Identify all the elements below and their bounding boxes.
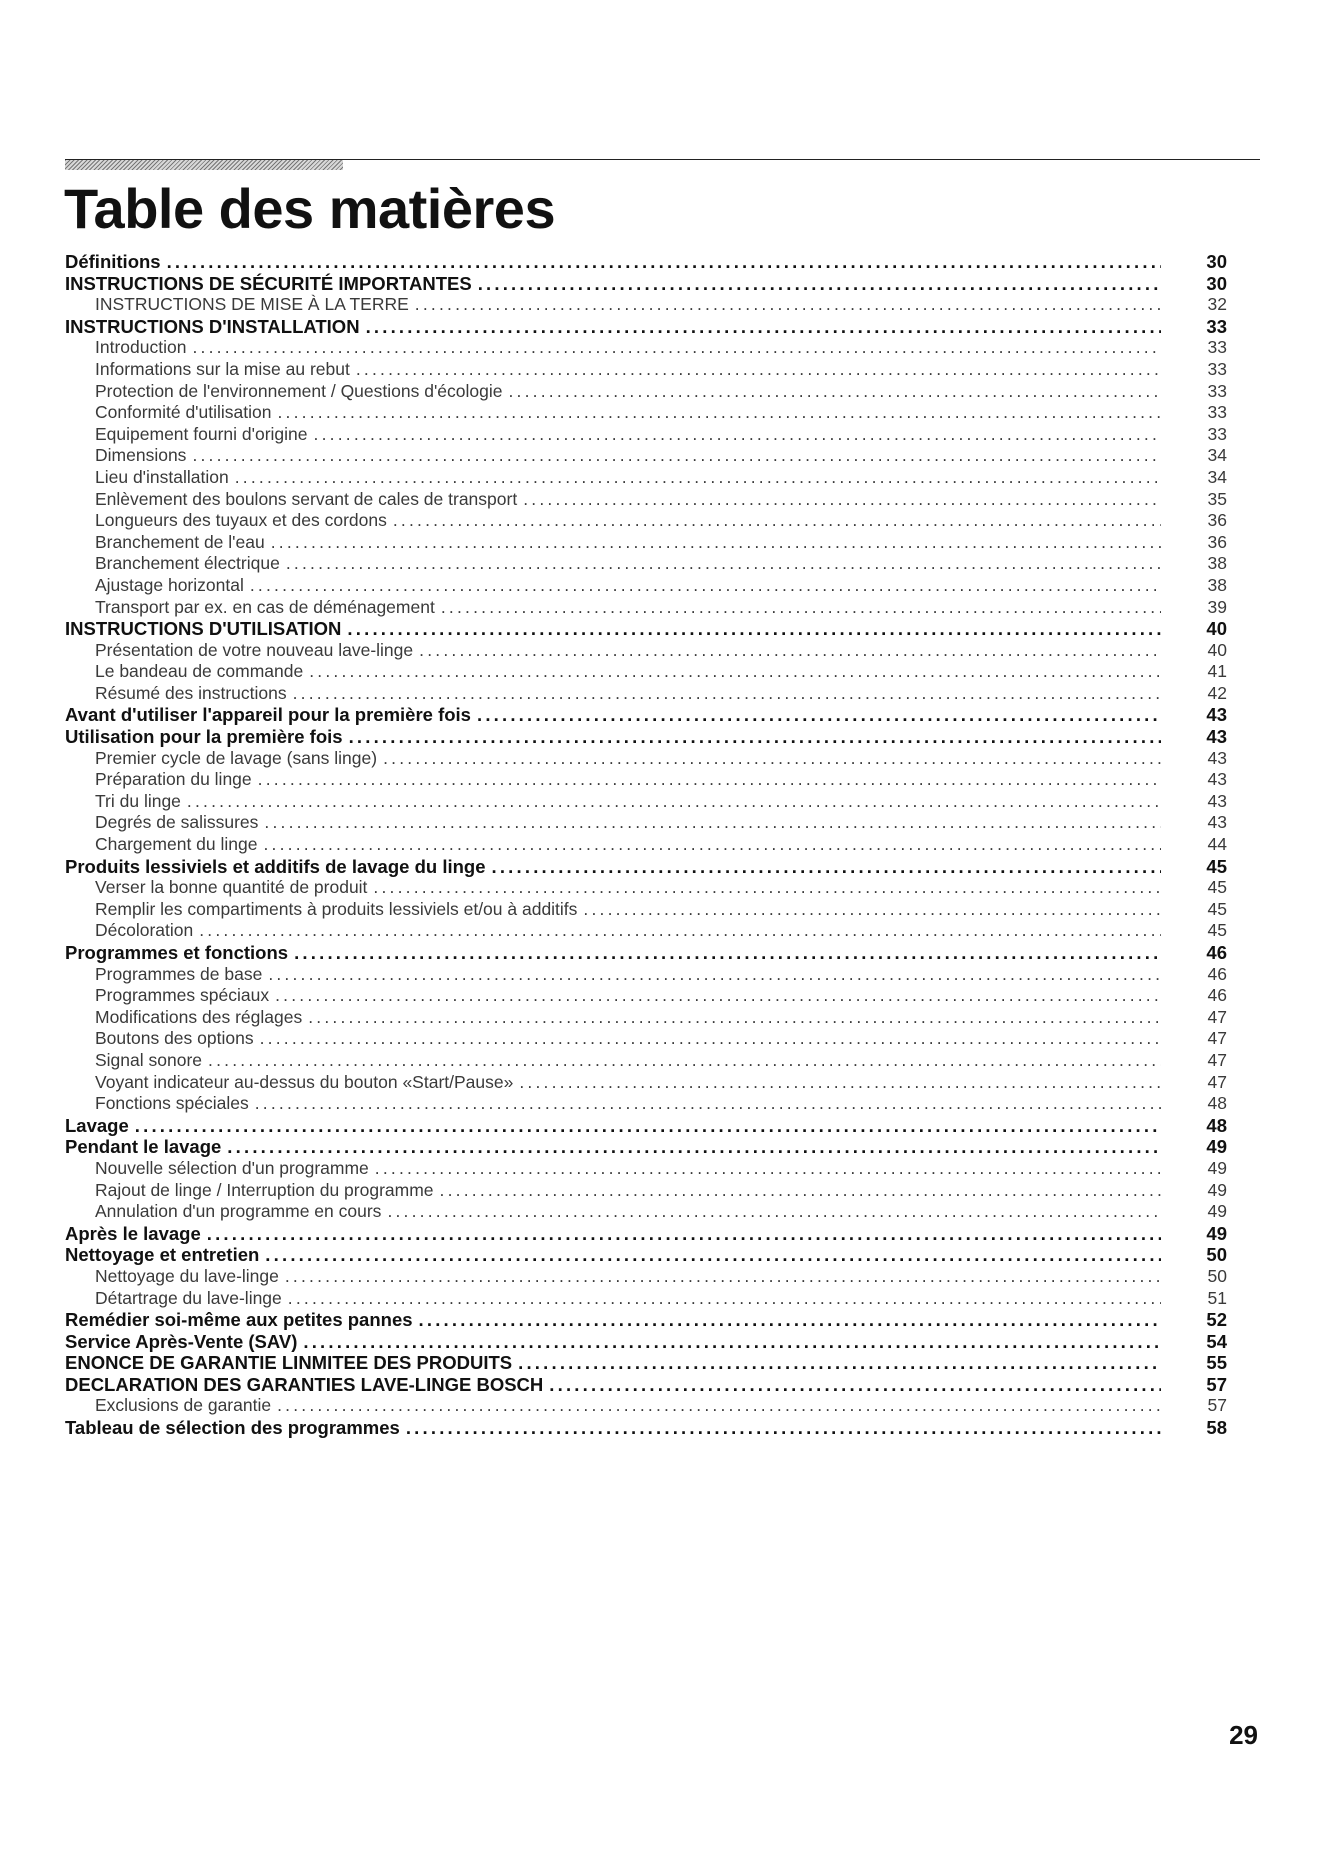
toc-dot-leader: [285, 1266, 1161, 1287]
toc-dot-leader: [288, 1288, 1161, 1309]
toc-dot-leader: [263, 834, 1161, 855]
toc-entry-title: Dimensions: [95, 445, 187, 466]
toc-entry-page: 48: [1206, 1114, 1227, 1136]
toc-dot-leader: [519, 1072, 1161, 1093]
toc-section-entry: [65, 856, 1227, 878]
toc-entry-title: Tri du linge: [95, 790, 181, 811]
page-number: 29: [1229, 1720, 1258, 1750]
toc-section-entry: [65, 1115, 1227, 1137]
toc-dot-leader: [356, 359, 1161, 380]
toc-subsection-entry: [65, 1158, 1227, 1180]
toc-entry-page: 40: [1206, 618, 1227, 640]
toc-entry-title: Nettoyage du lave-linge: [95, 1265, 279, 1286]
toc-entry-page: 49: [1207, 1201, 1227, 1222]
toc-subsection-entry: [65, 791, 1227, 813]
toc-entry-title: ENONCE DE GARANTIE LINMITEE DES PRODUITS: [65, 1352, 513, 1374]
toc-subsection-entry: [65, 985, 1227, 1007]
toc-entry-page: 43: [1206, 726, 1227, 748]
toc-dot-leader: [583, 899, 1161, 920]
toc-dot-leader: [271, 532, 1161, 553]
toc-entry-title: Préparation du linge: [95, 769, 252, 790]
toc-section-entry: [65, 1309, 1227, 1331]
toc-dot-leader: [508, 381, 1161, 402]
toc-subsection-entry: [65, 640, 1227, 662]
toc-dot-leader: [207, 1223, 1161, 1245]
toc-entry-page: 46: [1206, 942, 1227, 963]
toc-entry-page: 40: [1207, 639, 1227, 660]
toc-subsection-entry: [65, 1093, 1227, 1115]
toc-subsection-entry: [65, 510, 1227, 532]
toc-entry-page: 30: [1206, 251, 1227, 272]
toc-dot-leader: [393, 510, 1161, 531]
toc-section-entry: [65, 1352, 1227, 1374]
toc-section-entry: [65, 1374, 1227, 1396]
toc-section-entry: [65, 273, 1227, 295]
toc-entry-page: 33: [1207, 402, 1227, 423]
toc-subsection-entry: [65, 1266, 1227, 1288]
toc-entry-title: INSTRUCTIONS D'INSTALLATION: [65, 315, 360, 337]
toc-subsection-entry: [65, 1288, 1227, 1310]
toc-entry-page: 47: [1207, 1006, 1227, 1027]
toc-entry-page: 45: [1206, 855, 1227, 877]
table-of-contents: [65, 251, 1227, 1439]
toc-entry-title: Pendant le lavage: [65, 1136, 222, 1158]
toc-entry-title: Transport par ex. en cas de déménagement: [95, 596, 435, 617]
toc-entry-title: Résumé des instructions: [95, 682, 287, 703]
toc-dot-leader: [387, 1201, 1161, 1222]
toc-subsection-entry: [65, 1201, 1227, 1223]
toc-entry-page: 45: [1207, 877, 1227, 898]
toc-entry-page: 50: [1206, 1244, 1227, 1266]
toc-entry-page: 46: [1207, 985, 1227, 1006]
toc-entry-page: 30: [1206, 272, 1227, 294]
toc-entry-page: 38: [1207, 574, 1227, 595]
toc-entry-title: Présentation de votre nouveau lave-linge: [95, 639, 414, 660]
header-hatch-bar: [65, 160, 343, 170]
toc-entry-page: 43: [1207, 812, 1227, 833]
toc-subsection-entry: [65, 1180, 1227, 1202]
toc-dot-leader: [258, 769, 1161, 790]
toc-subsection-entry: [65, 294, 1227, 316]
toc-dot-leader: [440, 1180, 1161, 1201]
toc-subsection-entry: [65, 402, 1227, 424]
toc-entry-title: Décoloration: [95, 920, 194, 941]
toc-dot-leader: [314, 424, 1161, 445]
toc-entry-title: Protection de l'environnement / Questions d'écologie: [95, 380, 503, 401]
toc-entry-title: Conformité d'utilisation: [95, 402, 272, 423]
toc-entry-page: 36: [1207, 510, 1227, 531]
toc-section-entry: [65, 1136, 1227, 1158]
toc-dot-leader: [375, 1158, 1161, 1179]
toc-entry-page: 33: [1207, 358, 1227, 379]
toc-entry-title: Service Après-Vente (SAV): [65, 1330, 298, 1352]
toc-entry-title: Remédier soi-même aux petites pannes: [65, 1309, 413, 1331]
toc-dot-leader: [441, 597, 1161, 618]
toc-entry-title: Rajout de linge / Interruption du programme: [95, 1179, 434, 1200]
toc-entry-page: 43: [1207, 790, 1227, 811]
toc-entry-page: 45: [1207, 898, 1227, 919]
toc-dot-leader: [518, 1352, 1161, 1374]
toc-dot-leader: [294, 942, 1161, 964]
toc-entry-title: Fonctions spéciales: [95, 1093, 249, 1114]
toc-subsection-entry: [65, 899, 1227, 921]
toc-subsection-entry: [65, 337, 1227, 359]
toc-entry-page: 46: [1207, 963, 1227, 984]
toc-entry-page: 33: [1207, 380, 1227, 401]
toc-entry-title: Le bandeau de commande: [95, 661, 304, 682]
toc-entry-page: 45: [1207, 920, 1227, 941]
toc-entry-page: 35: [1207, 488, 1227, 509]
toc-entry-title: Longueurs des tuyaux et des cordons: [95, 510, 387, 531]
toc-entry-title: Nouvelle sélection d'un programme: [95, 1157, 369, 1178]
toc-section-entry: [65, 1223, 1227, 1245]
toc-entry-page: 33: [1206, 315, 1227, 337]
toc-subsection-entry: [65, 1028, 1227, 1050]
toc-dot-leader: [260, 1028, 1161, 1049]
toc-section-entry: [65, 316, 1227, 338]
toc-entry-page: 51: [1207, 1287, 1227, 1308]
toc-entry-title: Chargement du linge: [95, 834, 258, 855]
toc-entry-title: Après le lavage: [65, 1222, 201, 1244]
toc-entry-title: Degrés de salissures: [95, 812, 259, 833]
toc-dot-leader: [477, 704, 1161, 726]
toc-dot-leader: [286, 553, 1161, 574]
toc-dot-leader: [347, 618, 1161, 640]
toc-entry-title: Nettoyage et entretien: [65, 1244, 260, 1266]
toc-entry-page: 42: [1207, 682, 1227, 703]
toc-dot-leader: [492, 856, 1162, 878]
toc-entry-title: INSTRUCTIONS DE MISE À LA TERRE: [95, 294, 409, 315]
toc-dot-leader: [419, 1309, 1161, 1331]
toc-entry-title: Informations sur la mise au rebut: [95, 358, 350, 379]
toc-dot-leader: [349, 726, 1161, 748]
toc-entry-page: 54: [1206, 1330, 1227, 1352]
toc-dot-leader: [523, 489, 1161, 510]
toc-entry-title: Voyant indicateur au-dessus du bouton «Start/Pause»: [95, 1071, 514, 1092]
toc-entry-page: 43: [1207, 747, 1227, 768]
toc-entry-title: Programmes spéciaux: [95, 985, 270, 1006]
toc-entry-page: 55: [1206, 1352, 1227, 1374]
toc-entry-page: 39: [1207, 596, 1227, 617]
toc-dot-leader: [366, 316, 1161, 338]
toc-subsection-entry: [65, 597, 1227, 619]
toc-entry-page: 33: [1207, 423, 1227, 444]
toc-entry-title: Premier cycle de lavage (sans linge): [95, 747, 378, 768]
toc-entry-title: Branchement de l'eau: [95, 531, 265, 552]
toc-entry-page: 44: [1207, 834, 1227, 855]
toc-subsection-entry: [65, 683, 1227, 705]
toc-dot-leader: [192, 445, 1161, 466]
toc-entry-page: 43: [1206, 704, 1227, 726]
toc-entry-title: Modifications des réglages: [95, 1006, 303, 1027]
toc-entry-page: 57: [1206, 1373, 1227, 1395]
toc-subsection-entry: [65, 424, 1227, 446]
toc-subsection-entry: [65, 964, 1227, 986]
toc-subsection-entry: [65, 769, 1227, 791]
toc-dot-leader: [419, 640, 1161, 661]
toc-entry-title: Détartrage du lave-linge: [95, 1287, 282, 1308]
toc-subsection-entry: [65, 575, 1227, 597]
toc-entry-title: DECLARATION DES GARANTIES LAVE-LINGE BOSCH: [65, 1373, 544, 1395]
toc-dot-leader: [227, 1136, 1161, 1158]
toc-dot-leader: [250, 575, 1161, 596]
toc-dot-leader: [187, 791, 1161, 812]
toc-section-entry: [65, 942, 1227, 964]
toc-entry-title: Tableau de sélection des programmes: [65, 1417, 400, 1439]
toc-entry-page: 47: [1207, 1028, 1227, 1049]
toc-entry-title: Signal sonore: [95, 1049, 203, 1070]
toc-entry-title: Exclusions de garantie: [95, 1395, 272, 1416]
toc-dot-leader: [235, 467, 1161, 488]
toc-entry-page: 57: [1207, 1395, 1227, 1416]
toc-entry-page: 41: [1207, 661, 1227, 682]
toc-entry-page: 49: [1207, 1179, 1227, 1200]
toc-entry-page: 58: [1206, 1417, 1227, 1439]
page-title: Table des matières: [64, 177, 556, 240]
toc-entry-page: 36: [1207, 531, 1227, 552]
toc-entry-title: Equipement fourni d'origine: [95, 423, 308, 444]
toc-entry-title: Boutons des options: [95, 1028, 254, 1049]
toc-section-entry: [65, 1331, 1227, 1353]
toc-dot-leader: [309, 661, 1161, 682]
toc-entry-page: 49: [1206, 1136, 1227, 1158]
toc-entry-title: Annulation d'un programme en cours: [95, 1201, 382, 1222]
toc-entry-title: Introduction: [95, 337, 187, 358]
toc-dot-leader: [275, 985, 1161, 1006]
toc-dot-leader: [415, 294, 1161, 315]
toc-dot-leader: [406, 1417, 1161, 1439]
toc-dot-leader: [208, 1050, 1161, 1071]
toc-entry-page: 49: [1206, 1222, 1227, 1244]
toc-entry-page: 38: [1207, 553, 1227, 574]
toc-dot-leader: [268, 964, 1161, 985]
toc-dot-leader: [308, 1007, 1161, 1028]
toc-dot-leader: [277, 1395, 1161, 1416]
toc-dot-leader: [277, 402, 1161, 423]
toc-subsection-entry: [65, 834, 1227, 856]
toc-subsection-entry: [65, 553, 1227, 575]
toc-subsection-entry: [65, 359, 1227, 381]
toc-subsection-entry: [65, 877, 1227, 899]
toc-dot-leader: [383, 748, 1161, 769]
toc-entry-page: 47: [1207, 1049, 1227, 1070]
toc-entry-title: INSTRUCTIONS DE SÉCURITÉ IMPORTANTES: [65, 272, 472, 294]
toc-entry-title: Utilisation pour la première fois: [65, 726, 343, 748]
toc-entry-title: Lavage: [65, 1114, 129, 1136]
toc-dot-leader: [478, 273, 1161, 295]
toc-entry-page: 32: [1207, 294, 1227, 315]
toc-dot-leader: [199, 920, 1161, 941]
toc-dot-leader: [135, 1115, 1161, 1137]
toc-section-entry: [65, 251, 1227, 273]
toc-subsection-entry: [65, 1050, 1227, 1072]
toc-dot-leader: [265, 1244, 1161, 1266]
toc-dot-leader: [373, 877, 1161, 898]
toc-section-entry: [65, 726, 1227, 748]
toc-section-entry: [65, 1244, 1227, 1266]
toc-entry-page: 34: [1207, 466, 1227, 487]
toc-entry-page: 52: [1206, 1309, 1227, 1331]
toc-subsection-entry: [65, 467, 1227, 489]
toc-entry-title: INSTRUCTIONS D'UTILISATION: [65, 618, 342, 640]
toc-dot-leader: [549, 1374, 1161, 1396]
toc-subsection-entry: [65, 812, 1227, 834]
toc-entry-page: 49: [1207, 1157, 1227, 1178]
toc-dot-leader: [192, 337, 1161, 358]
toc-entry-title: Définitions: [65, 251, 161, 272]
toc-subsection-entry: [65, 1007, 1227, 1029]
toc-subsection-entry: [65, 661, 1227, 683]
toc-dot-leader: [264, 812, 1161, 833]
toc-entry-title: Ajustage horizontal: [95, 574, 244, 595]
toc-section-entry: [65, 1417, 1227, 1439]
toc-entry-title: Remplir les compartiments à produits lessiviels et/ou à additifs: [95, 898, 578, 919]
toc-entry-title: Avant d'utiliser l'appareil pour la première fois: [65, 704, 471, 726]
toc-subsection-entry: [65, 381, 1227, 403]
toc-entry-title: Verser la bonne quantité de produit: [95, 877, 368, 898]
toc-subsection-entry: [65, 748, 1227, 770]
toc-section-entry: [65, 618, 1227, 640]
toc-entry-title: Programmes de base: [95, 963, 263, 984]
toc-entry-page: 43: [1207, 769, 1227, 790]
toc-dot-leader: [303, 1331, 1161, 1353]
toc-section-entry: [65, 704, 1227, 726]
toc-subsection-entry: [65, 1395, 1227, 1417]
toc-entry-page: 47: [1207, 1071, 1227, 1092]
toc-subsection-entry: [65, 920, 1227, 942]
toc-dot-leader: [255, 1093, 1161, 1114]
toc-entry-title: Produits lessiviels et additifs de lavage du linge: [65, 855, 486, 877]
toc-dot-leader: [167, 251, 1161, 273]
toc-subsection-entry: [65, 1072, 1227, 1094]
toc-entry-page: 33: [1207, 337, 1227, 358]
toc-entry-title: Programmes et fonctions: [65, 942, 289, 963]
toc-subsection-entry: [65, 445, 1227, 467]
toc-entry-page: 34: [1207, 445, 1227, 466]
toc-entry-title: Branchement électrique: [95, 553, 280, 574]
toc-entry-page: 48: [1207, 1093, 1227, 1114]
toc-entry-page: 50: [1207, 1265, 1227, 1286]
toc-subsection-entry: [65, 489, 1227, 511]
toc-dot-leader: [293, 683, 1161, 704]
toc-entry-title: Lieu d'installation: [95, 466, 229, 487]
toc-entry-title: Enlèvement des boulons servant de cales de transport: [95, 488, 518, 509]
toc-subsection-entry: [65, 532, 1227, 554]
